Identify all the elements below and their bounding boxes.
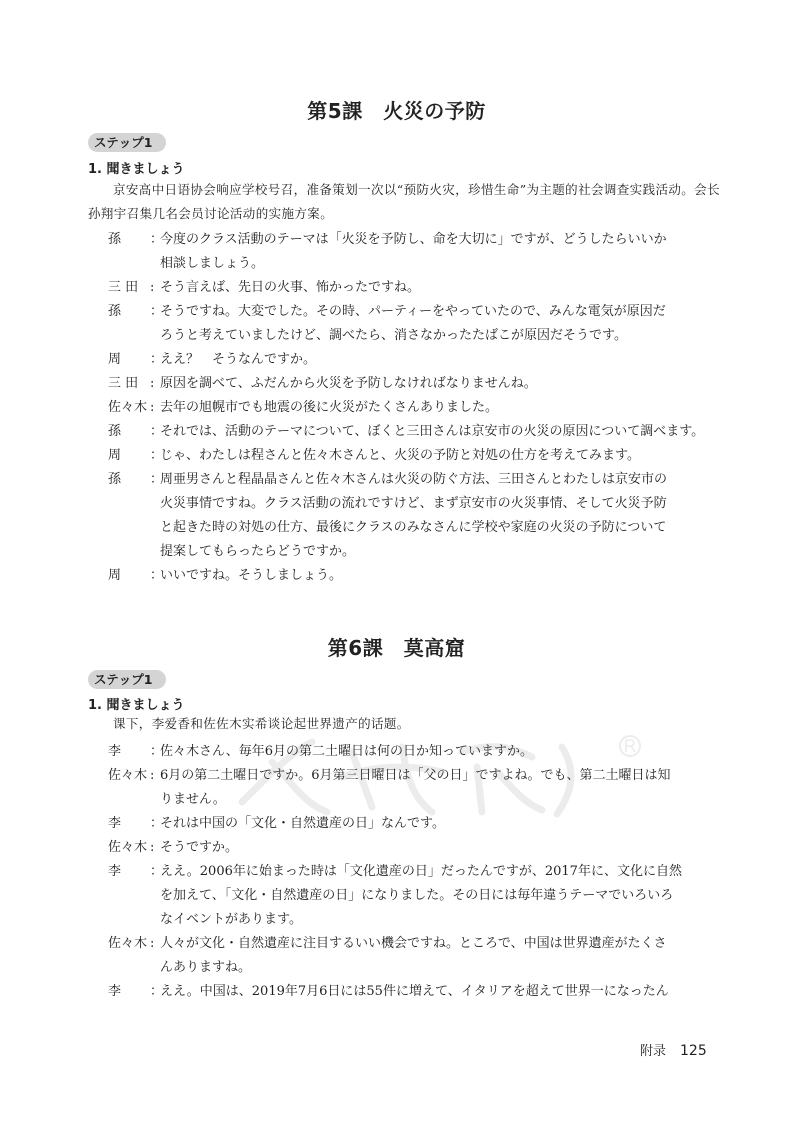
speaker-separator: :	[150, 768, 155, 783]
speaker-separator: ：	[150, 472, 164, 487]
dialogue-line	[88, 444, 728, 468]
dialogue-line	[88, 468, 728, 492]
dialogue-line	[88, 564, 728, 588]
speaker-name: 周	[108, 352, 122, 367]
speech-text: そうですね。大変でした。その時、パーティーをやっていたので、みんな電気が原因だ	[160, 304, 666, 319]
speaker-separator: ：	[150, 448, 164, 463]
speech-text: 提案してもらったらどうですか。	[160, 544, 356, 559]
speech-text: それは中国の「文化・自然遺産の日」なんです。	[160, 816, 445, 831]
speech-text: 人々が文化・自然遺産に注目するいい機会ですね。ところで、中国は世界遺産がたくさ	[160, 936, 667, 951]
dialogue-line	[88, 812, 728, 836]
dialogue-line	[88, 764, 728, 788]
speech-text: 周亜男さんと程晶晶さんと佐々木さんは火災の防ぐ方法、三田さんとわたしは京安市の	[160, 472, 668, 487]
dialogue-line	[88, 956, 728, 980]
dialogue-line	[88, 836, 728, 860]
speaker-name: 佐々木	[108, 768, 148, 783]
dialogue-line	[88, 228, 728, 252]
speech-text: んありますね。	[160, 960, 252, 975]
speech-text: いいですね。そうしましょう。	[160, 568, 343, 583]
speech-text: そう言えば、先日の火事、怖かったですね。	[160, 280, 421, 295]
speaker-name: 李	[108, 744, 122, 759]
lesson6-intro: 课下，李爱香和佐佐木实希谈论起世界遗产的话题。	[113, 716, 410, 731]
dialogue-line	[88, 908, 728, 932]
lesson5-intro: 京安高中日语协会响应学校号召，准备策划一次以“预防火灾，珍惜生命”为主题的社会调查实践活动。会长孙翔宇召集几名会员讨论活动的实施方案。	[88, 182, 720, 221]
speaker-separator: :	[150, 280, 155, 295]
dialogue-line	[88, 540, 728, 564]
speaker-name: 孫	[108, 304, 122, 319]
dialogue-line	[88, 884, 728, 908]
page-footer	[640, 1040, 707, 1059]
speaker-name: 三 田	[108, 376, 139, 391]
speaker-separator: ：	[150, 232, 164, 247]
speaker-name: 李	[108, 984, 122, 999]
speech-text: 去年の旭幌市でも地震の後に火災がたくさんありました。	[160, 400, 499, 415]
lesson6-section-title: 1. 聞きましょう	[88, 698, 185, 713]
speech-text: ろうと考えていましたけど、調べたら、消さなかったたばこが原因だそうです。	[160, 328, 627, 343]
speech-text: 火災事情ですね。クラス活動の流れですけど、まず京安市の火災事情、そして火災予防	[160, 496, 667, 511]
speaker-separator: ：	[150, 984, 164, 999]
dialogue-line	[88, 860, 728, 884]
dialogue-line	[88, 372, 728, 396]
lesson6-title: 第6課 莫高窟	[327, 636, 466, 660]
speech-text: ええ。中国は、2019年7月6日には55件に増えて、イタリアを超えて世界一になったん	[160, 984, 669, 999]
dialogue-line	[88, 348, 728, 372]
dialogue-line	[88, 396, 728, 420]
speaker-name: 李	[108, 816, 122, 831]
speaker-separator: :	[150, 400, 155, 415]
speaker-separator: :	[150, 840, 155, 855]
dialogue-line	[88, 492, 728, 516]
speaker-name: 李	[108, 864, 122, 879]
speech-text: 佐々木さん、毎年6月の第二土曜日は何の日か知っていますか。	[160, 744, 534, 759]
dialogue-line	[88, 980, 728, 1004]
page-number: 125	[680, 1043, 707, 1059]
speaker-separator: ：	[150, 304, 164, 319]
speaker-name: 孫	[108, 424, 122, 439]
speaker-name: 孫	[108, 232, 122, 247]
speaker-separator: :	[150, 376, 155, 391]
speech-text: 6月の第二土曜日ですか。6月第三日曜日は「父の日」ですよね。でも、第二土曜日は知	[160, 768, 671, 783]
dialogue-line	[88, 420, 728, 444]
speaker-name: 三 田	[108, 280, 139, 295]
footer-section: 附录	[640, 1044, 667, 1059]
lesson5-section-title: 1. 聞きましょう	[88, 162, 185, 177]
dialogue-line	[88, 788, 728, 812]
dialogue-line	[88, 740, 728, 764]
speaker-separator: ：	[150, 816, 164, 831]
speech-text: それでは、活動のテーマについて、ぼくと三田さんは京安市の火災の原因について調べます。	[160, 424, 705, 439]
speech-text: ええ。2006年に始まった時は「文化遺産の日」だったんですが、2017年に、文化に自然	[160, 864, 682, 879]
speaker-name: 周	[108, 448, 122, 463]
lesson6-step-badge: ステップ1	[88, 670, 166, 689]
speaker-separator: :	[150, 936, 155, 951]
dialogue-line	[88, 932, 728, 956]
dialogue-line	[88, 300, 728, 324]
speaker-name: 佐々木	[108, 936, 148, 951]
speaker-name: 周	[108, 568, 122, 583]
dialogue-line	[88, 324, 728, 348]
dialogue-line	[88, 252, 728, 276]
lesson5-title: 第5課 火災の予防	[307, 99, 486, 123]
speaker-name: 孫	[108, 472, 122, 487]
speech-text: 今度のクラス活動のテーマは「火災を予防し、命を大切に」ですが、どうしたらいいか	[160, 232, 667, 247]
speech-text: を加えて、「文化・自然遺産の日」になりました。その日には毎年違うテーマでいろいろ	[160, 888, 674, 903]
speech-text: 相談しましょう。	[160, 256, 265, 271]
speaker-name: 佐々木	[108, 400, 148, 415]
speaker-separator: ：	[150, 352, 164, 367]
speech-text: と起きた時の対処の仕方、最後にクラスのみなさんに学校や家庭の火災の予防について	[160, 520, 667, 535]
lesson5-step-badge: ステップ1	[88, 133, 166, 152]
speaker-separator: ：	[150, 864, 164, 879]
speaker-separator: ：	[150, 424, 164, 439]
speech-text: そうですか。	[160, 840, 239, 855]
speech-text: 原因を調べて、ふだんから火災を予防しなければなりませんね。	[160, 376, 537, 391]
speech-text: なイベントがあります。	[160, 912, 302, 927]
dialogue-line	[88, 516, 728, 540]
speech-text: ええ？ そうなんですか。	[160, 352, 317, 367]
speech-text: じゃ、わたしは程さんと佐々木さんと、火災の予防と対処の仕方を考えてみます。	[160, 448, 640, 463]
speech-text: りません。	[160, 792, 226, 807]
speaker-separator: ：	[150, 568, 164, 583]
speaker-separator: ：	[150, 744, 164, 759]
dialogue-line	[88, 276, 728, 300]
speaker-name: 佐々木	[108, 840, 148, 855]
